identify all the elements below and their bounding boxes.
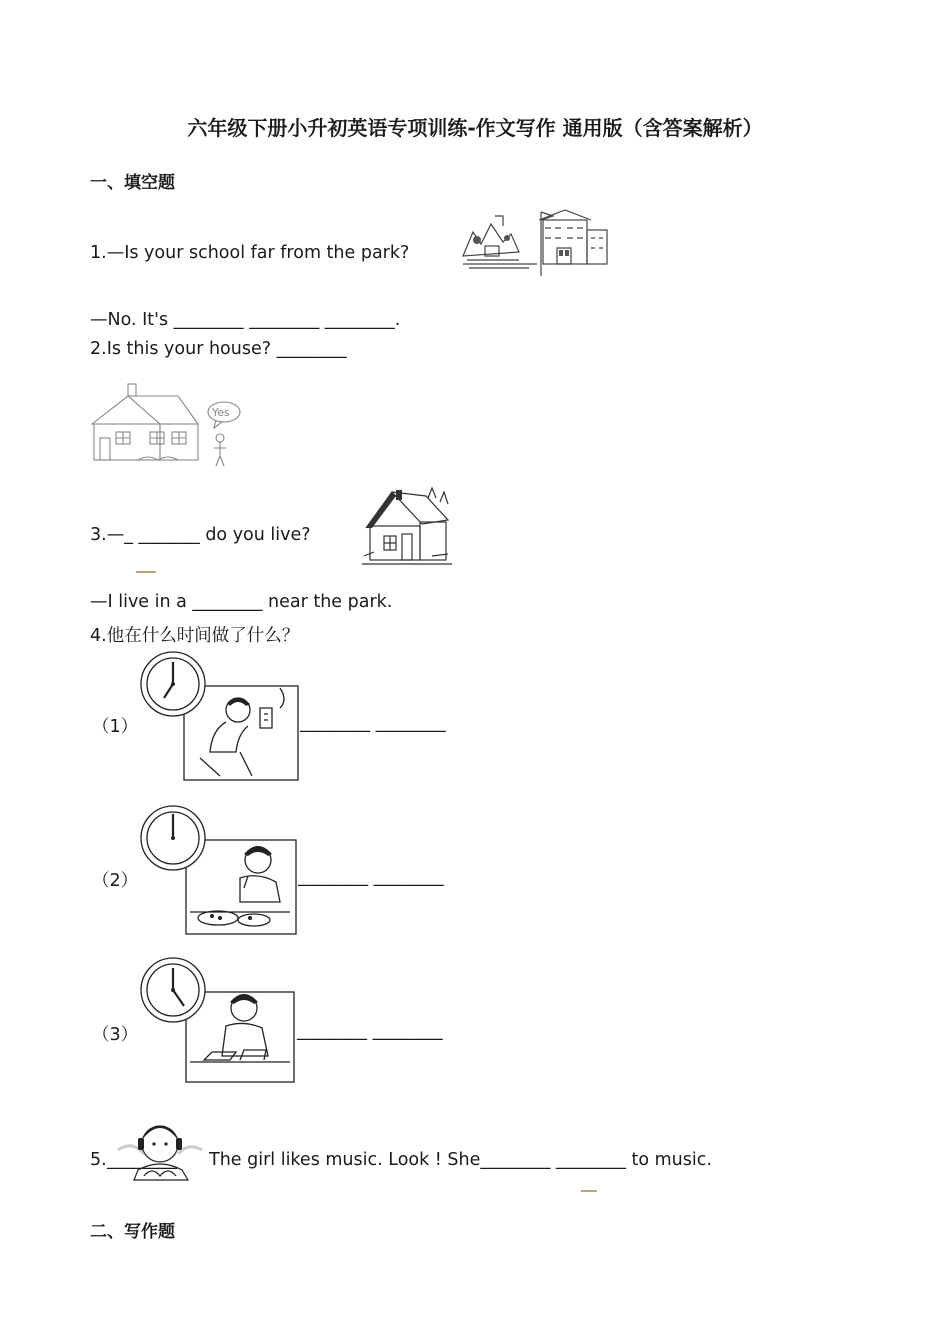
- q3-question: 3.—_ _______ do you live?: [90, 525, 311, 545]
- q2-question: 2.Is this your house? ________: [90, 339, 347, 359]
- house-village-image: [362, 486, 452, 570]
- clock-twelve-boy-lunch-image: [140, 802, 302, 938]
- q4-item-blanks: ________ ________: [297, 1021, 443, 1041]
- yes-bubble-text: Yes: [212, 406, 230, 419]
- q4-item-blanks: ________ ________: [298, 867, 444, 887]
- q5-number: 5.: [90, 1150, 107, 1170]
- girl-headphones-image: [108, 1110, 208, 1192]
- q4-item-label: （3）: [92, 1025, 139, 1045]
- q3-answer-line: —I live in a ________ near the park.: [90, 592, 393, 612]
- section-heading-writing: 二、写作题: [90, 1222, 175, 1242]
- q4-item-label: （1）: [92, 717, 139, 737]
- page-title: 六年级下册小升初英语专项训练-作文写作 通用版（含答案解析）: [187, 116, 763, 140]
- q3-blank-mark: [136, 571, 156, 573]
- q1-answer-line: —No. It's ________ ________ ________.: [90, 310, 401, 330]
- q4-question: 4.他在什么时间做了什么？: [90, 626, 300, 646]
- q4-item-blanks: ________ ________: [300, 713, 446, 733]
- house-yes-image: [88, 380, 244, 470]
- section-heading-fill-blanks: 一、填空题: [90, 173, 175, 193]
- park-and-school-image: [459, 206, 611, 278]
- clock-five-boy-homework-image: [140, 956, 302, 1088]
- clock-seven-boy-school-image: [140, 648, 302, 784]
- q5-sentence: The girl likes music. Look ! She________ ________ to music.: [209, 1150, 712, 1170]
- q5-image-blank: ________: [107, 1150, 177, 1170]
- q5-blank-mark: [581, 1190, 597, 1192]
- q4-item-label: （2）: [92, 871, 139, 891]
- q1-question: 1.—Is your school far from the park?: [90, 243, 410, 263]
